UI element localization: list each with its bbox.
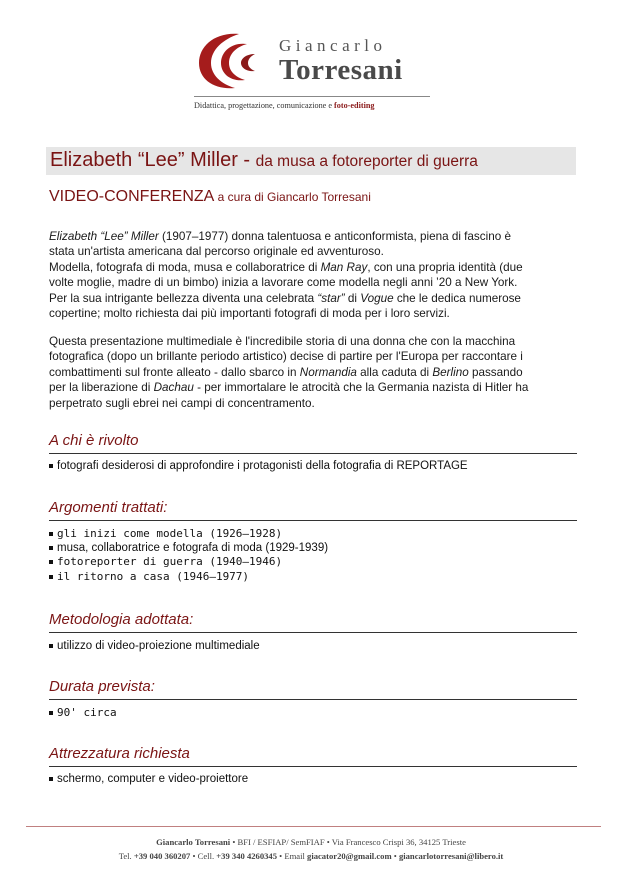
footer-divider xyxy=(26,826,601,827)
topics-list xyxy=(49,527,328,584)
section-divider xyxy=(49,766,577,767)
desc-line: per la liberazione di xyxy=(49,381,154,395)
list-item xyxy=(49,527,328,541)
footer-address-text: • BFI / ESFIAP/ SemFIAF • Via Francesco Crispi 36, 34125 Trieste xyxy=(230,837,466,847)
bullet-icon xyxy=(49,546,53,550)
list-item-text: utilizzo di video-proiezione multimediale xyxy=(57,640,260,652)
desc-italic: Berlino xyxy=(432,365,469,379)
description-paragraph xyxy=(49,334,579,411)
tagline xyxy=(194,96,430,110)
list-item-text: fotoreporter di guerra (1940–1946) xyxy=(57,555,283,569)
section-divider xyxy=(49,453,577,454)
video-conference-label: VIDEO-CONFERENZA xyxy=(49,188,215,205)
logo-last-name: Torresani xyxy=(279,54,403,86)
bullet-icon xyxy=(49,532,53,536)
intro-line: di xyxy=(344,291,361,305)
intro-line: volte moglie, madre di un bimbo) inizia a lavorare come modella negli anni ’20 a New York. xyxy=(49,276,518,290)
bullet-icon xyxy=(49,711,53,715)
list-item-text: gli inizi come modella (1926–1928) xyxy=(57,527,283,540)
cell-number: +39 340 4260345 xyxy=(216,851,278,861)
intro-line: Modella, fotografa di moda, musa e collaboratrice di xyxy=(49,260,321,274)
bullet-icon xyxy=(49,575,53,579)
title-main: Elizabeth “Lee” Miller - xyxy=(50,149,256,171)
list-item xyxy=(49,639,260,654)
list-item xyxy=(49,555,328,569)
desc-line: - per immortalare le atrocità che la Germania nazista di Hitler ha xyxy=(193,381,529,395)
section-title-duration: Durata prevista: xyxy=(49,678,155,695)
email-link[interactable]: giancarlotorresani@libero.it xyxy=(398,851,504,861)
footer-name: Giancarlo Torresani xyxy=(156,837,231,847)
desc-italic: Normandia xyxy=(299,365,357,379)
section-title-audience: A chi è rivolto xyxy=(49,432,139,449)
logo-mark-icon xyxy=(193,30,277,92)
desc-line: perpetrato sugli ebrei nei campi di concentramento. xyxy=(49,396,315,410)
desc-line: alla caduta di xyxy=(356,365,433,379)
tel-number: +39 040 360207 xyxy=(133,851,191,861)
intro-line: copertine; molto richiesta dai più importanti fotografi di moda per i loro servizi. xyxy=(49,307,450,321)
section-divider xyxy=(49,699,577,700)
bullet-icon xyxy=(49,464,53,468)
list-item xyxy=(49,570,328,584)
footer-address xyxy=(0,837,622,847)
intro-name: Elizabeth “Lee” Miller xyxy=(49,230,159,243)
cell-label: • Cell. xyxy=(190,851,217,861)
logo xyxy=(193,30,433,92)
intro-line: che le dedica numerose xyxy=(393,291,521,305)
page-title xyxy=(50,149,478,172)
intro-italic: “star” xyxy=(317,291,345,305)
audience-list xyxy=(49,459,468,474)
bullet-icon xyxy=(49,560,53,564)
curator-label: a cura di Giancarlo Torresani xyxy=(214,190,371,204)
section-divider xyxy=(49,632,577,633)
section-title-topics: Argomenti trattati: xyxy=(49,499,168,516)
video-conference-heading xyxy=(49,188,371,206)
list-item xyxy=(49,706,117,720)
separator: • xyxy=(391,851,399,861)
list-item-text: il ritorno a casa (1946–1977) xyxy=(57,569,250,583)
email-link[interactable]: giacator20@gmail.com xyxy=(307,851,392,861)
duration-list xyxy=(49,706,117,720)
tagline-text: Didattica, progettazione, comunicazione e xyxy=(194,101,335,110)
list-item-text: musa, collaboratrice e fotografa di moda (1929-1939) xyxy=(57,542,329,555)
intro-line: Per la sua intrigante bellezza diventa una celebrata xyxy=(49,291,318,305)
footer-contacts xyxy=(0,851,622,861)
intro-paragraph xyxy=(49,229,579,321)
list-item xyxy=(49,459,468,474)
list-item xyxy=(49,541,328,555)
desc-line: passando xyxy=(468,365,523,379)
intro-line: (1907–1977) donna talentuosa e anticonformista, piena di fascino è xyxy=(158,230,511,243)
email-label: • Email xyxy=(277,851,308,861)
list-item xyxy=(49,772,248,787)
desc-italic: Dachau xyxy=(153,381,194,395)
intro-line: stata un'artista americana dal percorso originale ed avventuroso. xyxy=(49,245,384,259)
section-divider xyxy=(49,520,577,521)
desc-line: fotografica (dopo un brillante periodo artistico) decise di partire per l'Europa per raccontare i xyxy=(49,350,523,364)
method-list xyxy=(49,639,260,654)
intro-italic: Vogue xyxy=(360,291,394,305)
title-sub: da musa a fotoreporter di guerra xyxy=(255,153,478,170)
bullet-icon xyxy=(49,644,53,648)
bullet-icon xyxy=(49,777,53,781)
section-title-equipment: Attrezzatura richiesta xyxy=(49,745,190,762)
logo-first-name: Giancarlo xyxy=(279,36,387,55)
desc-line: Questa presentazione multimediale è l'incredibile storia di una donna che con la macchina xyxy=(49,335,516,348)
tel-label: Tel. xyxy=(118,851,134,861)
list-item-text: 90' circa xyxy=(57,706,117,719)
title-bar xyxy=(46,147,576,175)
list-item-text: fotografi desiderosi di approfondire i protagonisti della fotografia di REPORTAGE xyxy=(57,460,468,472)
equipment-list xyxy=(49,772,248,787)
intro-line: , con una propria identità (due xyxy=(367,260,523,274)
tagline-bold: foto-editing xyxy=(334,101,375,110)
section-title-method: Metodologia adottata: xyxy=(49,611,194,628)
intro-italic: Man Ray xyxy=(320,260,368,274)
desc-line: combattimenti sul fronte alleato - dallo sbarco in xyxy=(49,365,300,379)
list-item-text: schermo, computer e video-proiettore xyxy=(57,773,249,785)
